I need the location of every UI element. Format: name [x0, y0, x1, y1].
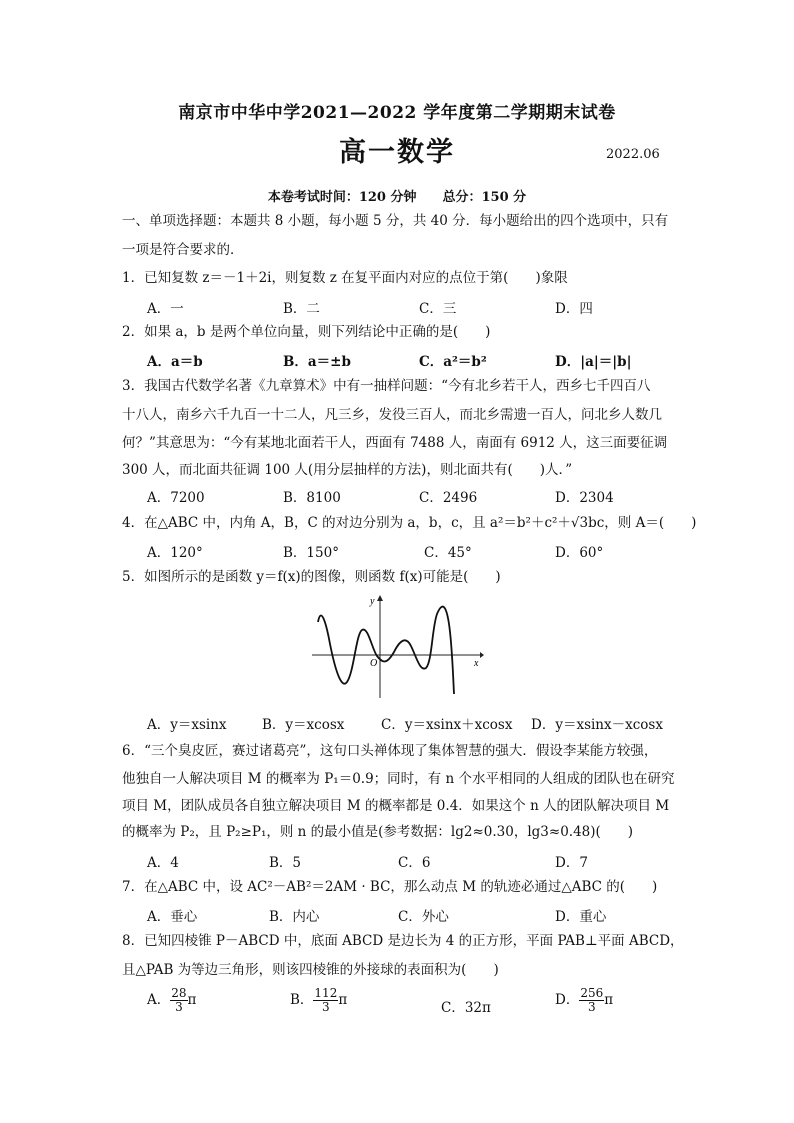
q8-option-a — [147, 987, 196, 1014]
question-5-text: 5．如图所示的是函数 y＝f(x)的图像，则函数 f(x)可能是( ) — [122, 569, 501, 585]
q8-option-b — [290, 987, 347, 1014]
question-3-line-3: 何？”其意思为：“今有某地北面若干人，西面有 7488 人，南面有 6912 人，这三面要征调 — [122, 435, 668, 451]
q5-option-a: A．y＝xsinx — [147, 717, 227, 733]
q4-option-d: D．60° — [555, 545, 604, 561]
graph-origin-label: O — [370, 658, 378, 669]
question-8-line-2: 且△PAB 为等边三角形，则该四棱锥的外接球的表面积为( ) — [122, 962, 499, 978]
q6-option-c: C．6 — [398, 855, 431, 871]
q8-option-a-label: A． — [147, 992, 171, 1008]
q1-option-b: B．二 — [283, 301, 320, 317]
graph-x-label: x — [474, 658, 479, 669]
q8-option-a-fraction — [170, 987, 187, 1014]
q5-option-d: D．y＝xsinx－xcosx — [531, 717, 663, 733]
q1-option-d: D．四 — [555, 301, 593, 317]
q1-option-a: A．一 — [147, 301, 184, 317]
q8-d-denominator: 3 — [587, 1000, 596, 1014]
question-2-text: 2．如果 a，b 是两个单位向量，则下列结论中正确的是( ) — [122, 324, 491, 340]
q8-option-b-label: B． — [290, 992, 314, 1008]
q8-option-d — [555, 987, 613, 1014]
school-title: 南京市中华中学2021—2022 学年度第二学期期末试卷 — [178, 103, 616, 123]
question-3-line-2: 十八人，南乡六千九百一十二人，凡三乡，发役三百人，而北乡需遗一百人，问北乡人数几 — [122, 407, 662, 423]
q2-option-d: D．|a|＝|b| — [555, 354, 632, 370]
q7-option-c: C．外心 — [398, 909, 449, 925]
graph-curve — [318, 607, 454, 694]
q7-option-a: A．垂心 — [147, 909, 198, 925]
question-3-line-4: 300 人，而北面共征调 100 人(用分层抽样的方法)，则北面共有( )人．” — [122, 462, 573, 478]
q8-a-denominator: 3 — [175, 1000, 183, 1014]
q8-a-numerator: 28 — [171, 986, 187, 1000]
q3-option-c: C．2496 — [419, 490, 478, 506]
exam-date: 2022.06 — [606, 147, 660, 162]
q8-d-numerator: 256 — [580, 986, 604, 1000]
q5-option-c: C．y＝xsinx＋xcosx — [381, 717, 513, 733]
q8-option-b-fraction — [313, 987, 338, 1014]
q5-option-b: B．y＝xcosx — [262, 717, 345, 733]
q2-option-c: C．a²＝b² — [419, 354, 487, 370]
question-6-line-1: 6．“三个臭皮匠，赛过诸葛亮”，这句口头禅体现了集体智慧的强大．假设李某能方较强， — [122, 743, 658, 759]
section-intro-line-2: 一项是符合要求的． — [122, 242, 244, 258]
q8-a-pi: π — [187, 992, 197, 1008]
q4-option-c: C．45° — [424, 545, 472, 561]
question-4-text: 4．在△ABC 中，内角 A，B，C 的对边分别为 a，b，c，且 a²＝b²＋c²＋√3bc，则 A＝( ) — [122, 515, 697, 531]
q8-d-pi: π — [604, 992, 614, 1008]
q8-b-numerator: 112 — [314, 986, 338, 1000]
question-7-text: 7．在△ABC 中，设 AC²－AB²＝2AM · BC，那么动点 M 的轨迹必通过△ABC 的( ) — [122, 879, 658, 895]
question-6-line-2: 他独自一人解决项目 M 的概率为 P₁＝0.9；同时，有 n 个水平相同的人组成的团队也在研究 — [122, 771, 675, 787]
question-8-line-1: 8．已知四棱锥 P－ABCD 中，底面 ABCD 是边长为 4 的正方形，平面 PAB⊥平面 ABCD， — [122, 933, 684, 949]
q2-option-b: B．a＝±b — [283, 354, 351, 370]
q2-option-a: A．a＝b — [147, 354, 203, 370]
q3-option-b: B．8100 — [283, 490, 341, 506]
q6-option-d: D．7 — [555, 855, 588, 871]
q4-option-b: B．150° — [283, 545, 339, 561]
q1-option-c: C．三 — [419, 301, 457, 317]
q8-option-c: C．32π — [441, 1000, 491, 1016]
section-intro-line-1: 一、单项选择题：本题共 8 小题，每小题 5 分，共 40 分．每小题给出的四个选项中，只有 — [122, 213, 669, 229]
q4-option-a: A．120° — [147, 545, 203, 561]
graph-y-label: y — [370, 596, 375, 607]
q3-option-d: D．2304 — [555, 490, 614, 506]
question-1-text: 1．已知复数 z＝－1＋2i，则复数 z 在复平面内对应的点位于第( )象限 — [122, 270, 568, 286]
q8-b-denominator: 3 — [322, 1000, 330, 1014]
question-6-line-3: 项目 M，团队成员各自独立解决项目 M 的概率都是 0.4．如果这个 n 人的团队解决项目 M — [122, 798, 670, 814]
graph-y-arrow — [377, 595, 383, 601]
question-3-line-1: 3．我国古代数学名著《九章算术》中有一抽样问题：“今有北乡若干人，西乡七千四百八 — [122, 378, 651, 394]
time-info: 本卷考试时间：120 分钟 总分：150 分 — [267, 190, 527, 205]
q7-option-d: D．重心 — [555, 909, 607, 925]
q8-b-pi: π — [338, 992, 348, 1008]
q6-option-a: A．4 — [147, 855, 179, 871]
q6-option-b: B．5 — [269, 855, 302, 871]
function-graph — [312, 594, 484, 700]
q8-option-d-fraction — [579, 987, 604, 1014]
q8-option-d-label: D． — [555, 992, 580, 1008]
question-6-line-4: 的概率为 P₂，且 P₂≥P₁，则 n 的最小值是(参考数据：lg2≈0.30，lg3≈0.48)( ) — [122, 824, 634, 840]
q7-option-b: B．内心 — [269, 909, 320, 925]
q3-option-a: A．7200 — [147, 490, 205, 506]
subject-title: 高一数学 — [339, 137, 455, 168]
graph-x-arrow — [480, 652, 484, 658]
